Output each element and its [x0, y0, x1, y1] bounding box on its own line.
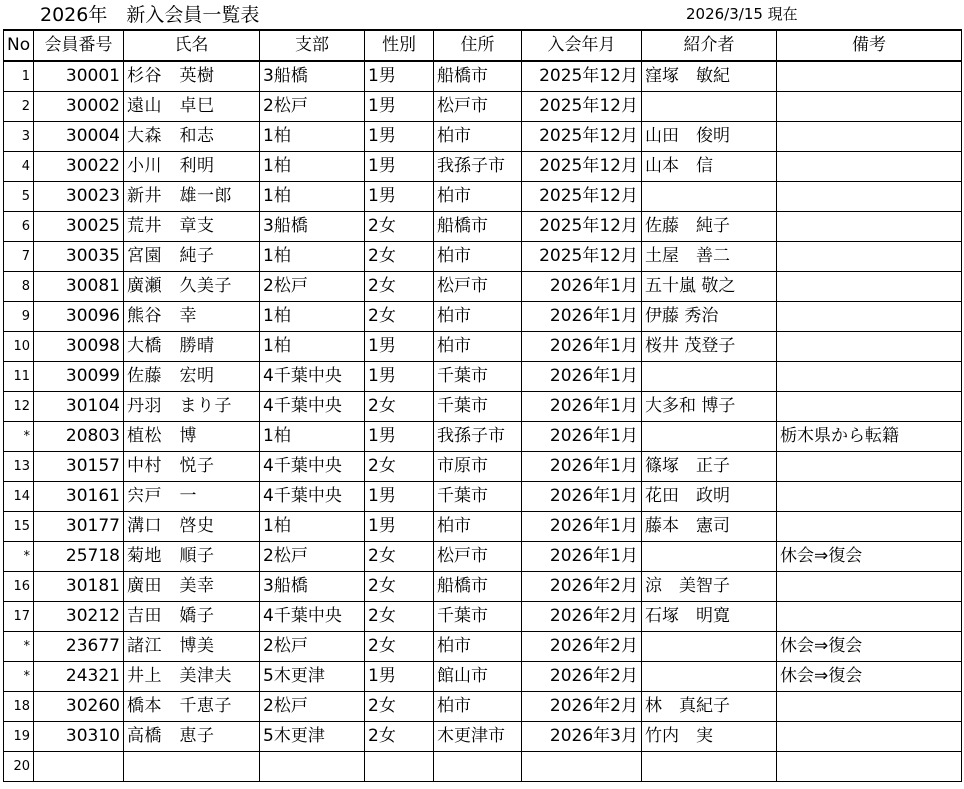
cell-branch: 2松戸	[260, 692, 365, 722]
cell-gender: 2女	[365, 572, 434, 602]
cell-gender: 2女	[365, 212, 434, 242]
cell-joined: 2026年1月	[522, 362, 642, 392]
column-header-remarks: 備考	[777, 30, 962, 61]
cell-member-id: 30096	[34, 302, 124, 332]
cell-gender: 2女	[365, 302, 434, 332]
column-header-no: No	[4, 30, 34, 61]
member-table	[3, 29, 962, 782]
cell-gender: 1男	[365, 92, 434, 122]
cell-no: 10	[4, 332, 34, 362]
cell-branch: 5木更津	[260, 662, 365, 692]
cell-gender: 1男	[365, 662, 434, 692]
cell-remarks	[777, 362, 962, 392]
table-row	[4, 61, 962, 92]
cell-branch: 3船橋	[260, 212, 365, 242]
cell-address: 我孫子市	[434, 152, 522, 182]
cell-name: 宍戸 一	[124, 482, 260, 512]
cell-gender: 1男	[365, 512, 434, 542]
cell-no: *	[4, 662, 34, 692]
cell-member-id: 24321	[34, 662, 124, 692]
cell-remarks	[777, 122, 962, 152]
cell-branch: 3船橋	[260, 61, 365, 92]
cell-referrer	[642, 662, 777, 692]
as-of-date: 2026/3/15 現在	[686, 5, 798, 23]
cell-gender: 2女	[365, 542, 434, 572]
member-rows	[4, 61, 962, 782]
cell-address: 松戸市	[434, 542, 522, 572]
cell-remarks	[777, 692, 962, 722]
table-row	[4, 182, 962, 212]
cell-name: 橋本 千恵子	[124, 692, 260, 722]
cell-name: 廣瀬 久美子	[124, 272, 260, 302]
cell-member-id: 30001	[34, 61, 124, 92]
cell-remarks: 休会⇒復会	[777, 542, 962, 572]
cell-address: 館山市	[434, 662, 522, 692]
cell-address: 柏市	[434, 302, 522, 332]
cell-no: 6	[4, 212, 34, 242]
cell-branch: 1柏	[260, 122, 365, 152]
cell-referrer: 土屋 善二	[642, 242, 777, 272]
cell-remarks	[777, 392, 962, 422]
cell-remarks	[777, 61, 962, 92]
cell-member-id: 30098	[34, 332, 124, 362]
cell-remarks	[777, 302, 962, 332]
cell-branch: 4千葉中央	[260, 362, 365, 392]
cell-no: 18	[4, 692, 34, 722]
cell-address: 船橋市	[434, 61, 522, 92]
table-row	[4, 242, 962, 272]
table-row	[4, 572, 962, 602]
cell-branch: 4千葉中央	[260, 482, 365, 512]
cell-branch: 1柏	[260, 422, 365, 452]
cell-referrer: 桜井 茂登子	[642, 332, 777, 362]
cell-address: 千葉市	[434, 602, 522, 632]
cell-gender: 2女	[365, 392, 434, 422]
cell-address: 柏市	[434, 512, 522, 542]
cell-joined: 2026年1月	[522, 452, 642, 482]
cell-name: 小川 利明	[124, 152, 260, 182]
cell-remarks	[777, 452, 962, 482]
cell-member-id: 30310	[34, 722, 124, 752]
cell-branch: 4千葉中央	[260, 392, 365, 422]
cell-referrer	[642, 92, 777, 122]
cell-address: 柏市	[434, 692, 522, 722]
cell-referrer: 藤本 憲司	[642, 512, 777, 542]
cell-referrer: 窪塚 敏紀	[642, 61, 777, 92]
table-row	[4, 362, 962, 392]
cell-name: 高橋 恵子	[124, 722, 260, 752]
cell-joined: 2025年12月	[522, 92, 642, 122]
cell-remarks	[777, 332, 962, 362]
column-header-member-id: 会員番号	[34, 30, 124, 61]
cell-joined: 2025年12月	[522, 61, 642, 92]
cell-joined	[522, 752, 642, 782]
cell-remarks	[777, 572, 962, 602]
cell-address: 木更津市	[434, 722, 522, 752]
cell-gender: 2女	[365, 272, 434, 302]
cell-no: 15	[4, 512, 34, 542]
cell-name: 大橋 勝晴	[124, 332, 260, 362]
column-header-referrer: 紹介者	[642, 30, 777, 61]
cell-joined: 2025年12月	[522, 152, 642, 182]
cell-remarks	[777, 92, 962, 122]
cell-referrer	[642, 752, 777, 782]
cell-referrer	[642, 182, 777, 212]
column-header-name: 氏名	[124, 30, 260, 61]
column-header-address: 住所	[434, 30, 522, 61]
cell-joined: 2026年1月	[522, 542, 642, 572]
cell-joined: 2026年2月	[522, 662, 642, 692]
cell-address: 松戸市	[434, 92, 522, 122]
cell-branch: 5木更津	[260, 722, 365, 752]
cell-branch: 1柏	[260, 332, 365, 362]
cell-branch: 2松戸	[260, 92, 365, 122]
cell-referrer: 竹内 実	[642, 722, 777, 752]
cell-remarks	[777, 182, 962, 212]
cell-address: 市原市	[434, 452, 522, 482]
cell-address: 千葉市	[434, 482, 522, 512]
cell-name: 諸江 博美	[124, 632, 260, 662]
cell-joined: 2026年1月	[522, 332, 642, 362]
cell-member-id: 30212	[34, 602, 124, 632]
cell-gender: 2女	[365, 602, 434, 632]
table-row	[4, 512, 962, 542]
cell-member-id: 23677	[34, 632, 124, 662]
cell-name: 新井 雄一郎	[124, 182, 260, 212]
cell-gender: 2女	[365, 242, 434, 272]
table-row	[4, 212, 962, 242]
cell-member-id	[34, 752, 124, 782]
cell-address: 柏市	[434, 122, 522, 152]
cell-address: 柏市	[434, 632, 522, 662]
cell-address: 柏市	[434, 242, 522, 272]
cell-remarks	[777, 482, 962, 512]
cell-no: 12	[4, 392, 34, 422]
cell-no: 16	[4, 572, 34, 602]
cell-no: 14	[4, 482, 34, 512]
cell-name: 菊地 順子	[124, 542, 260, 572]
table-row	[4, 692, 962, 722]
cell-name: 熊谷 幸	[124, 302, 260, 332]
table-row	[4, 152, 962, 182]
document-title: 2026年 新入会員一覧表	[40, 4, 260, 26]
cell-gender: 1男	[365, 182, 434, 212]
column-header-branch: 支部	[260, 30, 365, 61]
cell-address: 船橋市	[434, 212, 522, 242]
cell-joined: 2026年1月	[522, 482, 642, 512]
cell-member-id: 30099	[34, 362, 124, 392]
cell-gender: 1男	[365, 482, 434, 512]
cell-referrer	[642, 362, 777, 392]
cell-referrer: 石塚 明寛	[642, 602, 777, 632]
cell-joined: 2026年1月	[522, 302, 642, 332]
cell-no: *	[4, 542, 34, 572]
cell-referrer: 伊藤 秀治	[642, 302, 777, 332]
cell-member-id: 30004	[34, 122, 124, 152]
cell-remarks	[777, 722, 962, 752]
cell-referrer: 篠塚 正子	[642, 452, 777, 482]
cell-address: 松戸市	[434, 272, 522, 302]
cell-gender: 1男	[365, 61, 434, 92]
cell-name: 井上 美津夫	[124, 662, 260, 692]
cell-referrer: 佐藤 純子	[642, 212, 777, 242]
cell-member-id: 30260	[34, 692, 124, 722]
cell-branch: 2松戸	[260, 632, 365, 662]
cell-member-id: 30002	[34, 92, 124, 122]
cell-referrer: 林 真紀子	[642, 692, 777, 722]
cell-branch: 3船橋	[260, 572, 365, 602]
cell-address: 我孫子市	[434, 422, 522, 452]
cell-member-id: 30181	[34, 572, 124, 602]
cell-remarks: 休会⇒復会	[777, 662, 962, 692]
cell-name: 廣田 美幸	[124, 572, 260, 602]
cell-gender: 2女	[365, 722, 434, 752]
cell-joined: 2026年1月	[522, 422, 642, 452]
cell-name: 中村 悦子	[124, 452, 260, 482]
cell-joined: 2026年2月	[522, 572, 642, 602]
cell-joined: 2025年12月	[522, 212, 642, 242]
table-row	[4, 422, 962, 452]
cell-gender: 1男	[365, 362, 434, 392]
cell-address: 千葉市	[434, 392, 522, 422]
column-header-gender: 性別	[365, 30, 434, 61]
table-row	[4, 392, 962, 422]
cell-no: 2	[4, 92, 34, 122]
cell-name: 大森 和志	[124, 122, 260, 152]
cell-gender: 2女	[365, 692, 434, 722]
cell-branch: 1柏	[260, 242, 365, 272]
table-row	[4, 542, 962, 572]
cell-gender: 1男	[365, 332, 434, 362]
cell-joined: 2025年12月	[522, 242, 642, 272]
cell-remarks	[777, 512, 962, 542]
cell-member-id: 30161	[34, 482, 124, 512]
cell-member-id: 20803	[34, 422, 124, 452]
cell-referrer: 花田 政明	[642, 482, 777, 512]
cell-joined: 2026年2月	[522, 632, 642, 662]
cell-no: *	[4, 632, 34, 662]
cell-branch	[260, 752, 365, 782]
cell-joined: 2025年12月	[522, 122, 642, 152]
table-row	[4, 302, 962, 332]
cell-gender: 1男	[365, 422, 434, 452]
cell-branch: 4千葉中央	[260, 602, 365, 632]
cell-joined: 2026年3月	[522, 722, 642, 752]
cell-no: 4	[4, 152, 34, 182]
column-header-joined: 入会年月	[522, 30, 642, 61]
cell-branch: 1柏	[260, 182, 365, 212]
cell-remarks	[777, 152, 962, 182]
cell-branch: 1柏	[260, 512, 365, 542]
cell-no: 20	[4, 752, 34, 782]
cell-member-id: 25718	[34, 542, 124, 572]
cell-gender: 1男	[365, 122, 434, 152]
cell-gender	[365, 752, 434, 782]
cell-branch: 2松戸	[260, 272, 365, 302]
cell-joined: 2025年12月	[522, 182, 642, 212]
cell-gender: 1男	[365, 152, 434, 182]
cell-no: 11	[4, 362, 34, 392]
cell-remarks	[777, 602, 962, 632]
cell-joined: 2026年1月	[522, 512, 642, 542]
cell-branch: 4千葉中央	[260, 452, 365, 482]
cell-no: 8	[4, 272, 34, 302]
cell-name: 遠山 卓巳	[124, 92, 260, 122]
cell-remarks: 休会⇒復会	[777, 632, 962, 662]
cell-address: 柏市	[434, 332, 522, 362]
cell-referrer: 山本 信	[642, 152, 777, 182]
cell-referrer	[642, 632, 777, 662]
table-row	[4, 602, 962, 632]
cell-remarks: 栃木県から転籍	[777, 422, 962, 452]
cell-name: 宮園 純子	[124, 242, 260, 272]
table-row	[4, 452, 962, 482]
cell-name: 佐藤 宏明	[124, 362, 260, 392]
cell-name: 荒井 章支	[124, 212, 260, 242]
cell-joined: 2026年1月	[522, 272, 642, 302]
cell-member-id: 30081	[34, 272, 124, 302]
cell-name: 植松 博	[124, 422, 260, 452]
cell-name: 吉田 嬌子	[124, 602, 260, 632]
table-row	[4, 752, 962, 782]
cell-referrer: 山田 俊明	[642, 122, 777, 152]
cell-member-id: 30104	[34, 392, 124, 422]
cell-gender: 2女	[365, 632, 434, 662]
cell-name: 杉谷 英樹	[124, 61, 260, 92]
cell-remarks	[777, 212, 962, 242]
cell-referrer: 五十嵐 敬之	[642, 272, 777, 302]
cell-member-id: 30022	[34, 152, 124, 182]
table-row	[4, 272, 962, 302]
cell-no: 19	[4, 722, 34, 752]
cell-address: 柏市	[434, 182, 522, 212]
table-row	[4, 482, 962, 512]
cell-referrer	[642, 542, 777, 572]
cell-no: 3	[4, 122, 34, 152]
table-row	[4, 92, 962, 122]
cell-remarks	[777, 752, 962, 782]
cell-no: 1	[4, 61, 34, 92]
table-row	[4, 722, 962, 752]
cell-remarks	[777, 272, 962, 302]
cell-name: 溝口 啓史	[124, 512, 260, 542]
cell-no: *	[4, 422, 34, 452]
cell-member-id: 30177	[34, 512, 124, 542]
table-row	[4, 632, 962, 662]
cell-member-id: 30035	[34, 242, 124, 272]
cell-no: 17	[4, 602, 34, 632]
table-row	[4, 662, 962, 692]
cell-branch: 1柏	[260, 152, 365, 182]
cell-branch: 1柏	[260, 302, 365, 332]
cell-name	[124, 752, 260, 782]
cell-gender: 2女	[365, 452, 434, 482]
cell-address: 船橋市	[434, 572, 522, 602]
cell-referrer: 大多和 博子	[642, 392, 777, 422]
cell-joined: 2026年2月	[522, 692, 642, 722]
cell-no: 9	[4, 302, 34, 332]
cell-remarks	[777, 242, 962, 272]
cell-no: 5	[4, 182, 34, 212]
cell-no: 7	[4, 242, 34, 272]
cell-member-id: 30025	[34, 212, 124, 242]
cell-joined: 2026年2月	[522, 602, 642, 632]
cell-joined: 2026年1月	[522, 392, 642, 422]
cell-address: 千葉市	[434, 362, 522, 392]
cell-referrer	[642, 422, 777, 452]
cell-name: 丹羽 まり子	[124, 392, 260, 422]
cell-branch: 2松戸	[260, 542, 365, 572]
table-row	[4, 332, 962, 362]
cell-member-id: 30157	[34, 452, 124, 482]
table-row	[4, 122, 962, 152]
cell-address	[434, 752, 522, 782]
header-row	[4, 30, 962, 61]
cell-referrer: 涼 美智子	[642, 572, 777, 602]
cell-member-id: 30023	[34, 182, 124, 212]
cell-no: 13	[4, 452, 34, 482]
